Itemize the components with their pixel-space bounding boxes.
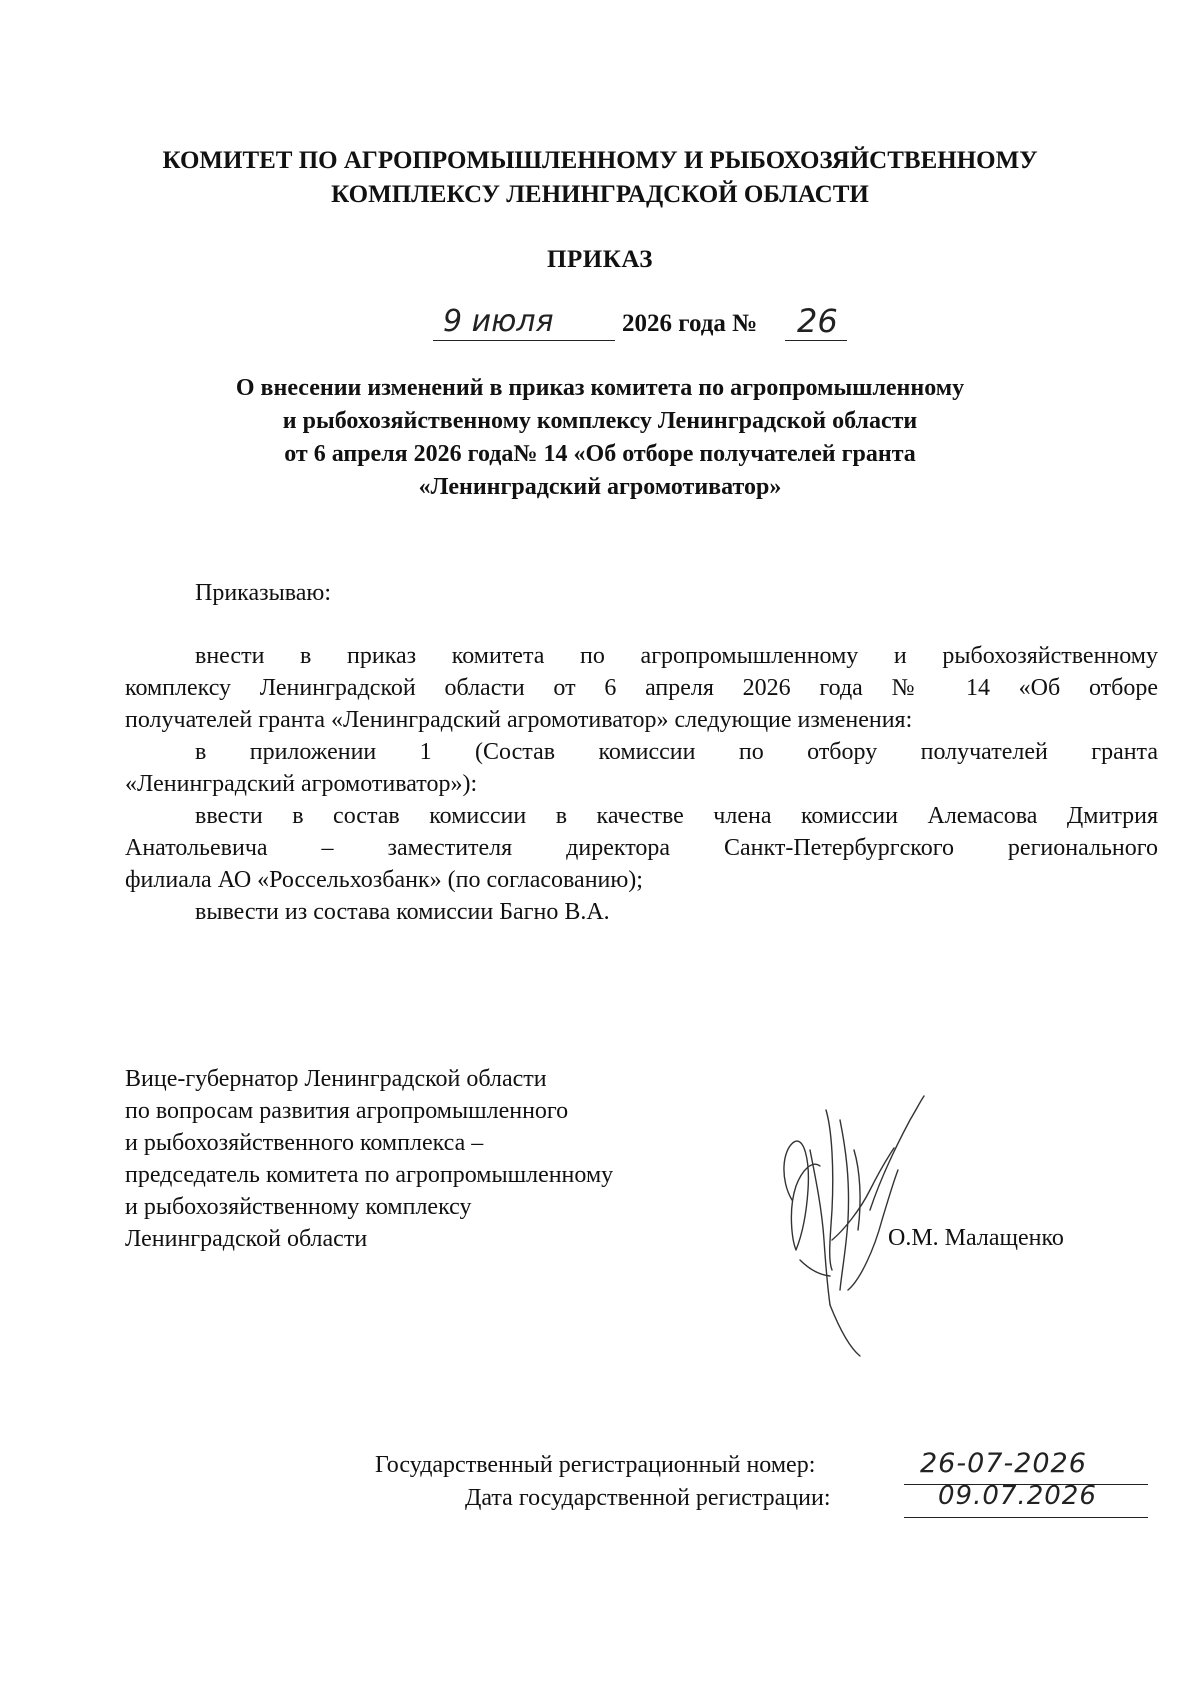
order-date-field (433, 304, 615, 341)
committee-heading-line1: КОМИТЕТ ПО АГРОПРОМЫШЛЕННОМУ И РЫБОХОЗЯЙСТВЕННОМУ (162, 147, 1038, 174)
p3-line1: ввести в состав комиссии в качестве члена комиссии Алемасова Дмитрия (195, 803, 1158, 829)
committee-heading (60, 144, 1140, 212)
position-line2: по вопросам развития агропромышленного (125, 1098, 569, 1124)
order-number-field (785, 302, 847, 341)
paragraph-1 (125, 640, 1158, 736)
p4-line1: вывести из состава комиссии Багно В.А. (195, 899, 610, 925)
registration-number-row (375, 1452, 815, 1479)
registration-number-label: Государственный регистрационный номер: (375, 1452, 816, 1478)
paragraph-4 (125, 896, 1158, 928)
registration-date-label: Дата государственной регистрации: (465, 1485, 831, 1511)
p2-line1: в приложении 1 (Состав комиссии по отбору получателей гранта (195, 739, 1158, 765)
p1-line2: комплексу Ленинградской области от 6 апреля 2026 года № 14 «Об отборе (125, 675, 1158, 701)
order-title: ПРИКАЗ (547, 246, 653, 273)
p2-line2: «Ленинградский агромотиватор»): (125, 771, 478, 797)
paragraph-2 (125, 736, 1158, 800)
subject-line4: «Ленинградский агромотиватор» (418, 474, 782, 500)
order-intro: Приказываю: (195, 580, 331, 606)
p1-line3: получателей гранта «Ленинградский агромотиватор» следующие изменения: (125, 707, 913, 733)
p1-line1: внести в приказ комитета по агропромышленному и рыбохозяйственному (195, 643, 1158, 669)
position-line4: председатель комитета по агропромышленному (125, 1162, 614, 1188)
p3-line3: филиала АО «Россельхозбанк» (по согласованию); (125, 867, 643, 893)
order-subject (100, 372, 1100, 504)
signatory-position (125, 1063, 613, 1255)
position-line1: Вице-губернатор Ленинградской области (125, 1066, 547, 1092)
position-line3: и рыбохозяйственного комплекса – (125, 1130, 484, 1156)
committee-heading-line2: КОМПЛЕКСУ ЛЕНИНГРАДСКОЙ ОБЛАСТИ (331, 181, 869, 208)
order-date-handwritten: 9 июля (443, 304, 554, 339)
registration-number-value: 26-07-2026 (920, 1448, 1087, 1479)
p3-line2: Анатольевича – заместителя директора Санкт-Петербургского регионального (125, 835, 1158, 861)
subject-line1: О внесении изменений в приказ комитета по агропромышленному (235, 375, 965, 401)
registration-date-row (465, 1485, 831, 1512)
position-line6: Ленинградской области (125, 1226, 368, 1252)
subject-line3: от 6 апреля 2026 года№ 14 «Об отборе получателей гранта (284, 441, 916, 467)
signatory-name: О.М. Малащенко (888, 1225, 1064, 1251)
order-date-line (0, 304, 1200, 344)
registration-date-value: 09.07.2026 (938, 1481, 1097, 1511)
paragraph-3 (125, 800, 1158, 896)
order-number-handwritten: 26 (797, 302, 838, 340)
position-line5: и рыбохозяйственному комплексу (125, 1194, 472, 1220)
subject-line2: и рыбохозяйственному комплексу Ленинградской области (282, 408, 918, 434)
order-year-text: 2026 года № (622, 310, 758, 337)
registration-date-field (904, 1481, 1148, 1518)
